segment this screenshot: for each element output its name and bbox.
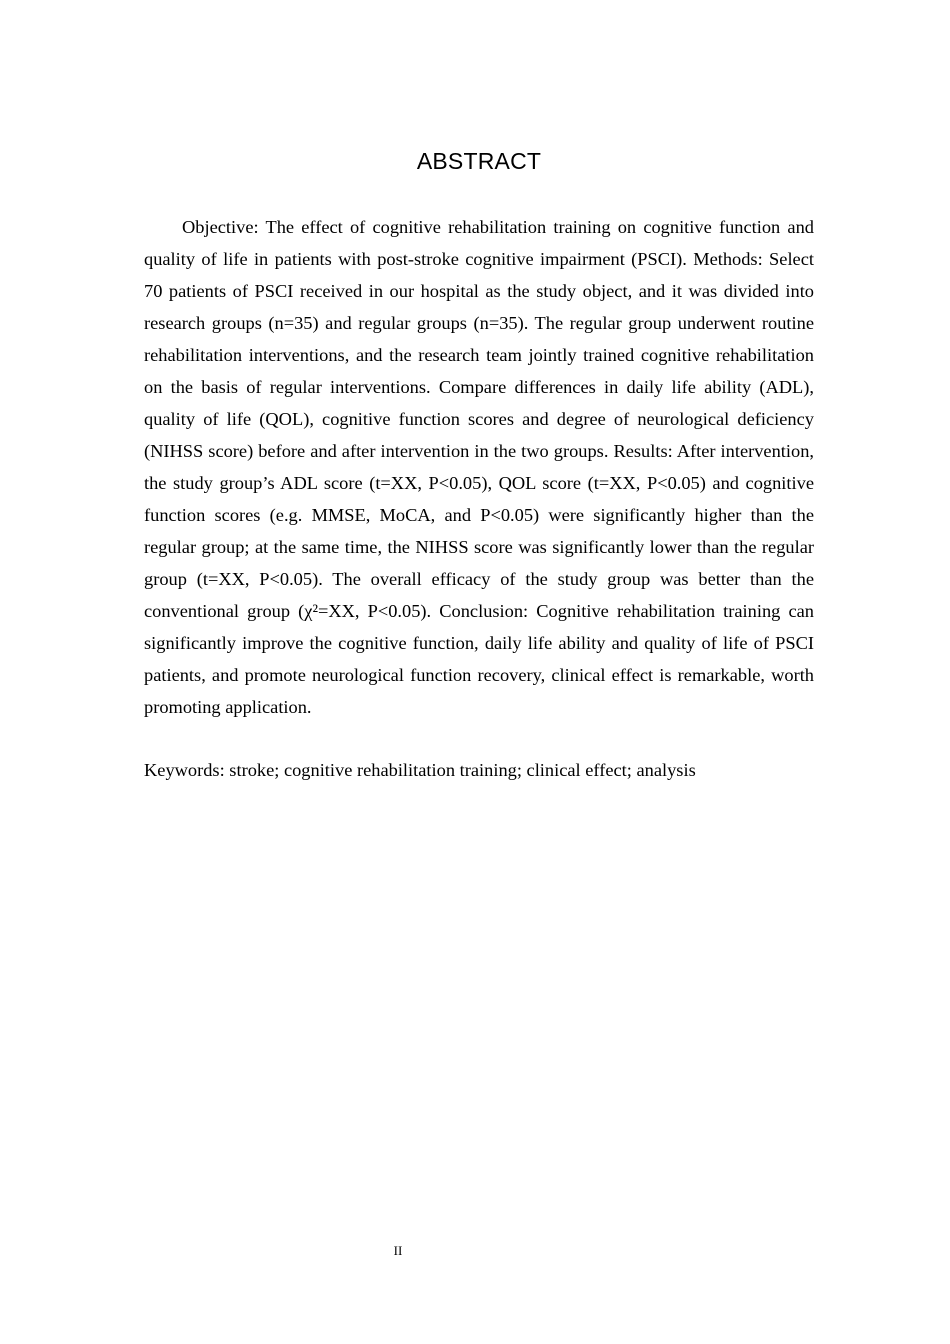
abstract-paragraph: Objective: The effect of cognitive rehabilitation training on cognitive function and quality of life in patients with post-stroke cognitive impairment (PSCI). Methods: Select 70 patients of PSCI received in our hospital as the study object, and it was divided into research groups (n=35) and regular groups (n=35). The regular group underwent routine rehabilitation interventions, and the research team jointly trained cognitive rehabilitation on the basis of regular interventions. Compare differences in daily life ability (ADL), quality of life (QOL), cognitive function scores and degree of neurological deficiency (NIHSS score) before and after intervention in the two groups. Results: After intervention, the study group’s ADL score (t=XX, P<0.05), QOL score (t=XX, P<0.05) and cognitive function scores (e.g. MMSE, MoCA, and P<0.05) were significantly higher than the regular group; at the same time, the NIHSS score was significantly lower than the regular group (t=XX, P<0.05). The overall efficacy of the study group was better than the conventional group (χ²=XX, P<0.05). Conclusion: Cognitive rehabilitation training can significantly improve the cognitive function, daily life ability and quality of life of PSCI patients, and promote neurological function recovery, clinical effect is remarkable, worth promoting application.	[144, 217, 814, 717]
abstract-title: ABSTRACT	[416, 148, 542, 174]
keywords-line: Keywords: stroke; cognitive rehabilitation training; clinical effect; analysis	[144, 760, 696, 780]
page-number: II	[393, 1243, 403, 1258]
